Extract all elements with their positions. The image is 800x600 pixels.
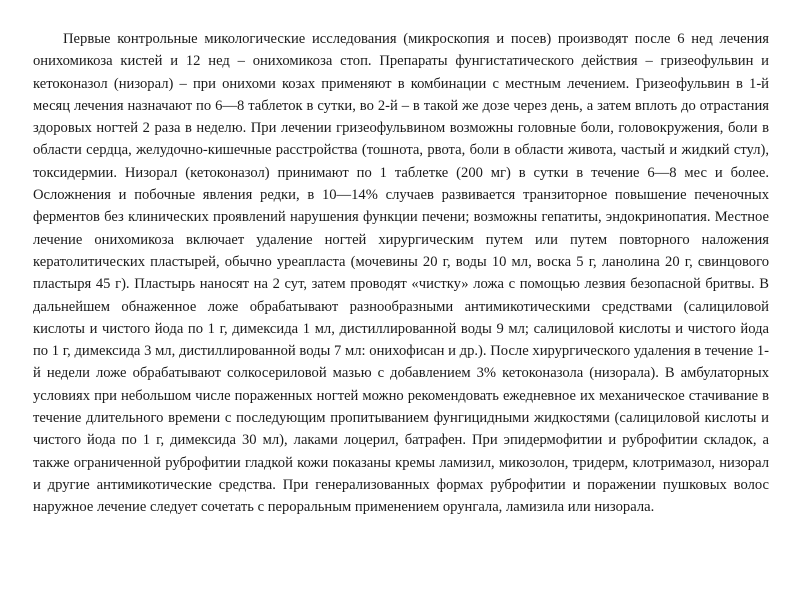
body-paragraph: Первые контрольные микологические исследования (микроскопия и посев) производят после 6 нед лечения онихомикоза кистей и 12 нед – онихомикоза стоп. Препараты фунгистатического действия – гризеофульвин и кетоконазол (низорал) – при онихоми козах применяют в комбинации с местным лечением. Гризеофульвин в 1-й месяц лечения назначают по 6—8 таблеток в сутки, во 2-й – в такой же дозе через день, а затем вплоть до отрастания здоровых ногтей 2 раза в неделю. При лечении гризеофульвином возможны головные боли, головокружения, боли в области сердца, желудочно-кишечные расстройства (тошнота, рвота, боли в области живота, частый и жидкий стул), токсидермии. Низорал (кетоконазол) принимают по 1 таблетке (200 мг) в сутки в течение 6—8 мес и более. Осложнения и побочные явления редки, в 10—14% случаев развивается транзиторное повышение печеночных ферментов без клинических проявлений нарушения функции печени; возможны гепатиты, эндокринопатия. Местное лечение онихомикоза включает удаление ногтей хирургическим путем или путем повторного наложения кератолитических пластырей, обычно уреапласта (мочевины 20 г, воды 10 мл, воска 5 г, ланолина 20 г, свинцового пластыря 45 г). Пластырь наносят на 2 сут, затем проводят «чистку» ложа с помощью лезвия безопасной бритвы. В дальнейшем обнаженное ложе обрабатывают разнообразными антимикотическими средствами (салициловой кислоты и чистого йода по 1 г, димексида 1 мл, дистиллированной воды 9 мл; салициловой кислоты и чистого йода по 1 г, димексида 3 мл, дистиллированной воды 7 мл: онихофисан и др.). После хирургического удаления в течение 1-й недели ложе обрабатывают солкосериловой мазью с добавлением 3% кетоконазола (низорала). В амбулаторных условиях при небольшом числе пораженных ногтей можно рекомендовать ежедневное их механическое стачивание в течение длительного времени с последующим пропитыванием фунгицидными жидкостями (салициловой кислоты и чистого йода по 1 г, димексида 30 мл), лаками лоцерил, батрафен. При эпидермофитии и руброфитии складок, а также ограниченной руброфитии гладкой кожи показаны кремы ламизил, микозолон, тридерм, клотримазол, низорал и другие антимикотические средства. При генерализованных формах руброфитии и поражении пушковых волос наружное лечение следует сочетать с пероральным применением орунгала, ламизила или низорала.: [33, 31, 769, 516]
document-page: [33, 28, 769, 519]
